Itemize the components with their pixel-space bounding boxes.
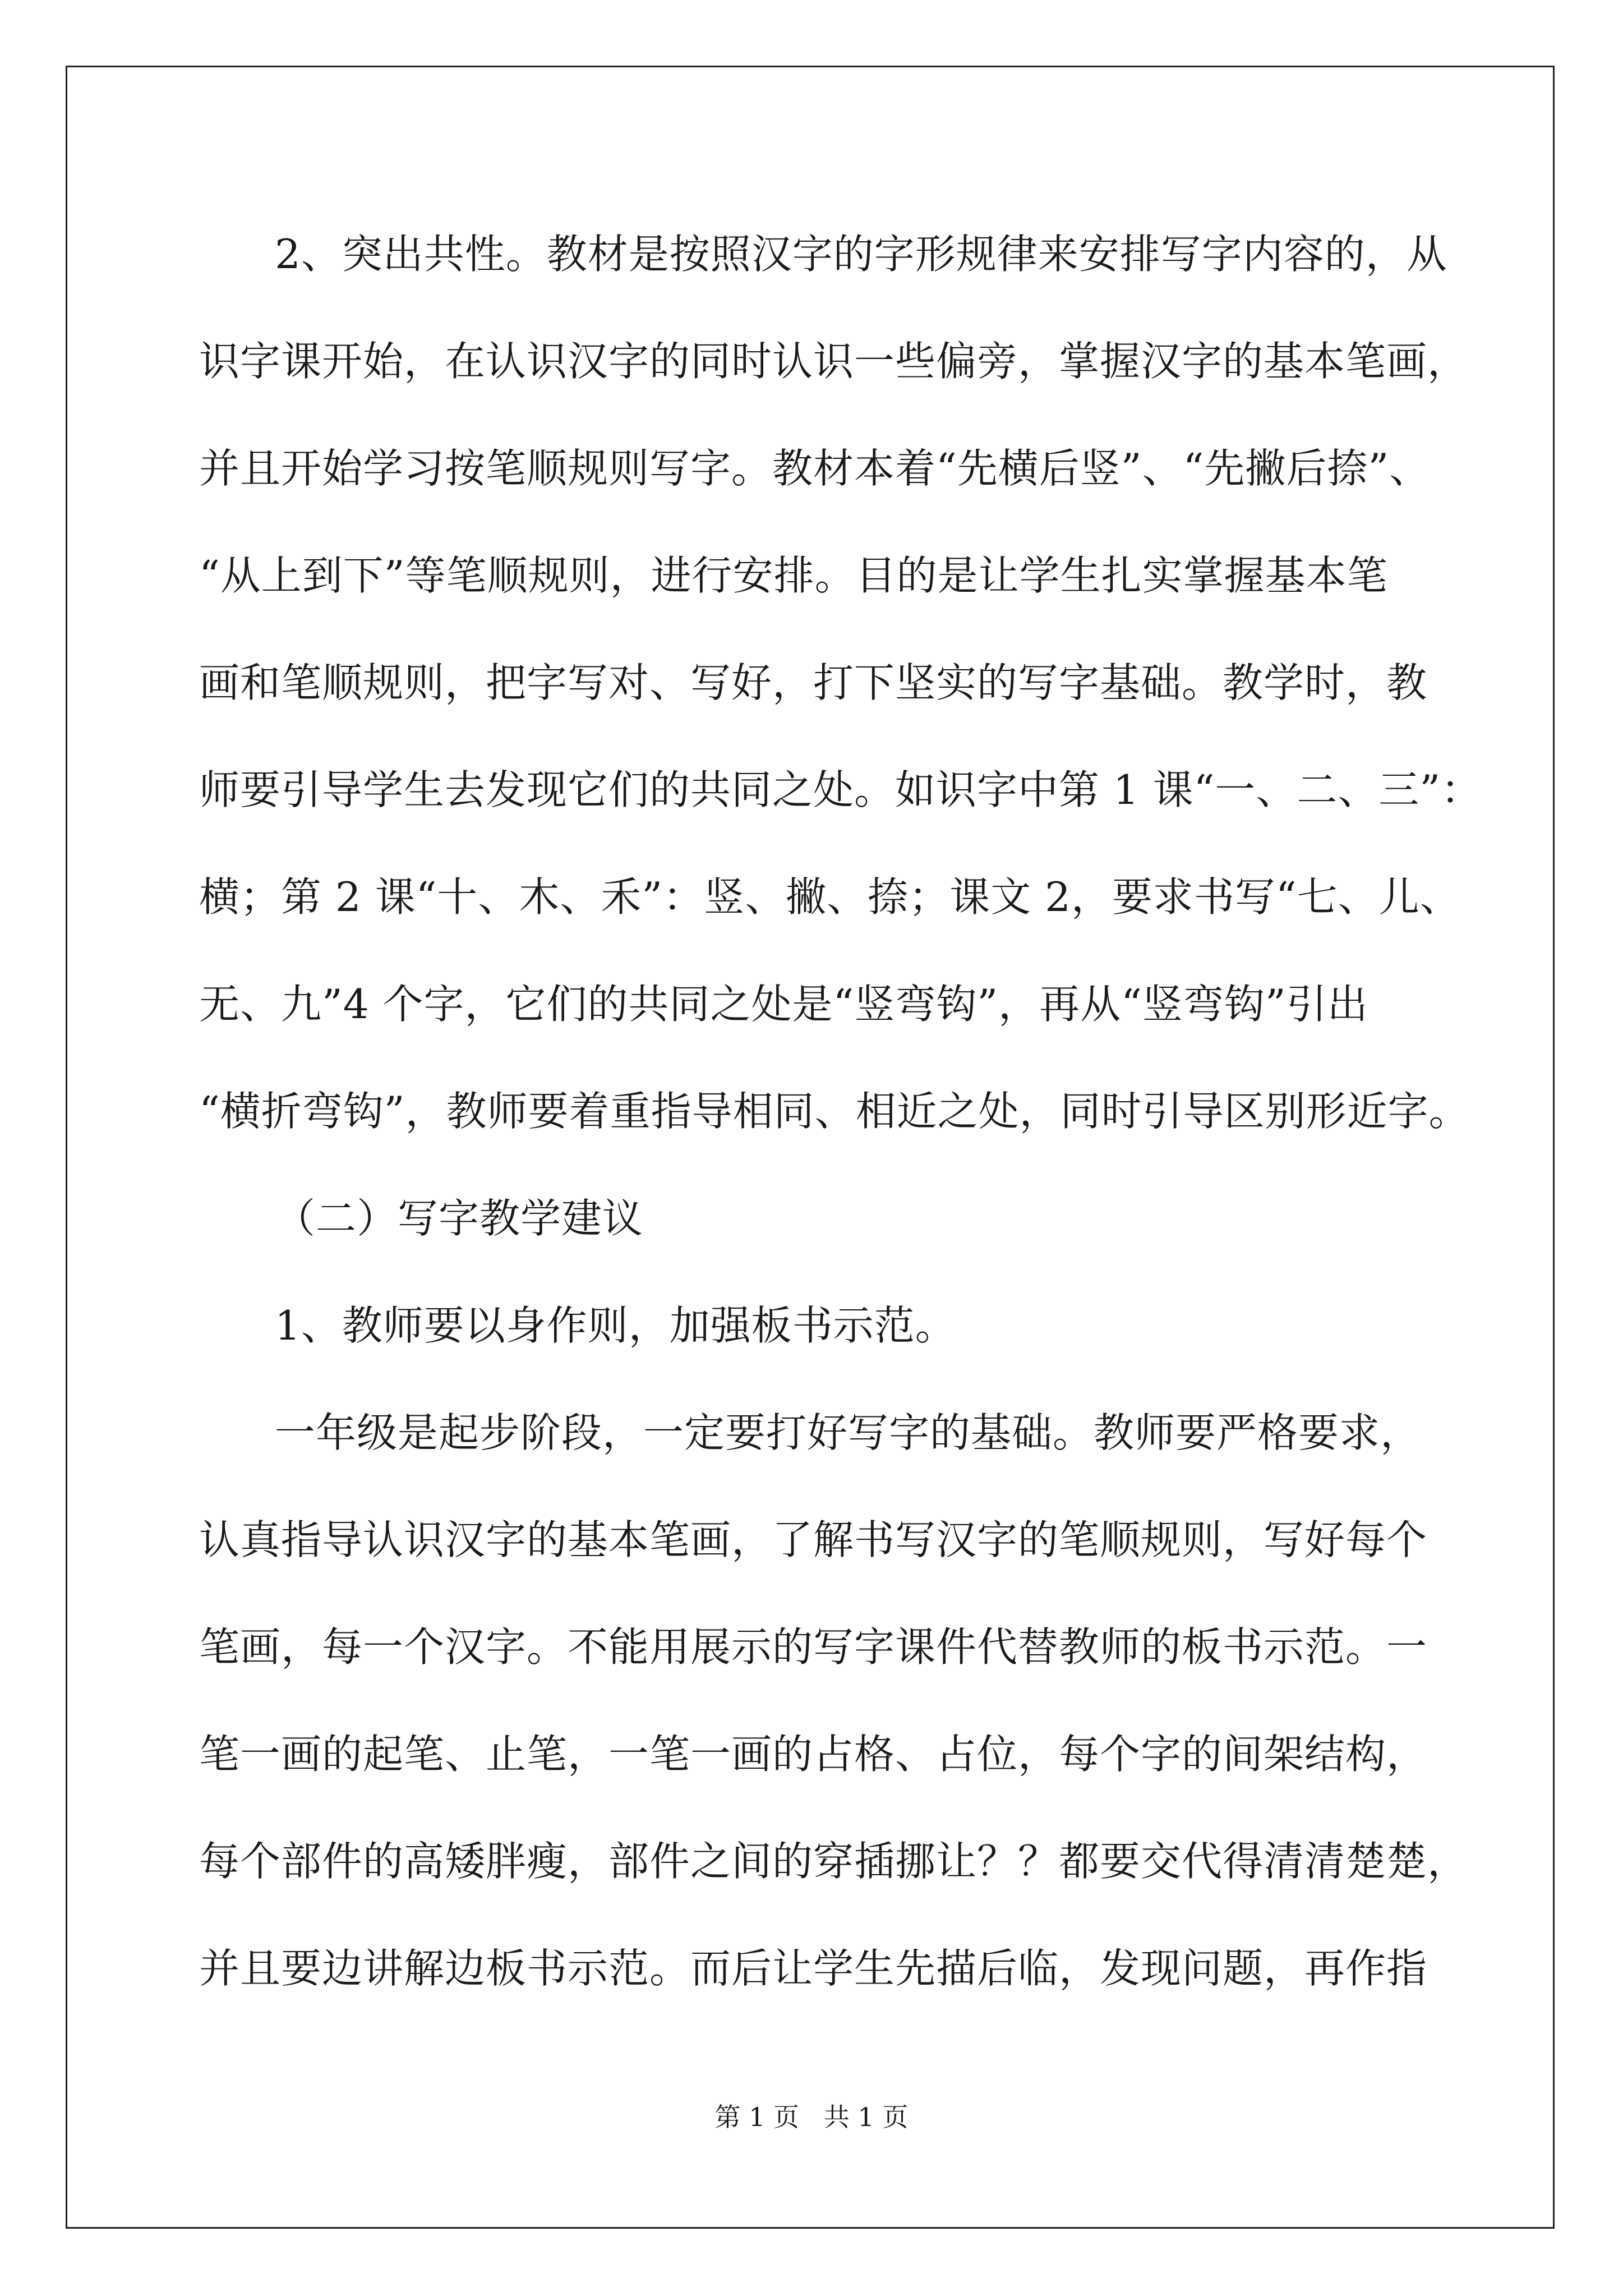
text-line: 画和笔顺规则，把字写对、写好，打下坚实的写字基础。教学时，教 — [199, 659, 1428, 706]
text-line: 认真指导认识汉字的基本笔画，了解书写汉字的笔顺规则，写好每个 — [199, 1516, 1428, 1563]
text-line: 笔画，每一个汉字。不能用展示的写字课件代替教师的板书示范。一 — [199, 1623, 1428, 1671]
text-line: 并且开始学习按笔顺规则写字。教材本着“先横后竖”、“先撇后捺”、 — [199, 445, 1431, 492]
text-line: “横折弯钩”，教师要着重指导相同、相近之处，同时引导区别形近字。 — [199, 1088, 1470, 1135]
text-line: 横；第 2 课“十、木、禾”：竖、撇、捺；课文 2，要求书写“七、儿、 — [199, 873, 1461, 921]
text-line: 无、九”4 个字，它们的共同之处是“竖弯钩”，再从“竖弯钩”引出 — [199, 981, 1368, 1028]
text-line: 笔一画的起笔、止笔，一笔一画的占格、占位，每个字的间架结构， — [199, 1731, 1428, 1778]
page-footer: 第 1 页 共 1 页 — [714, 2102, 909, 2132]
text-line: 2、突出共性。教材是按照汉字的字形规律来安排写字内容的，从 — [275, 231, 1447, 278]
text-line: 识字课开始，在认识汉字的同时认识一些偏旁，掌握汉字的基本笔画， — [199, 338, 1469, 385]
text-line: 每个部件的高矮胖瘦，部件之间的穿插挪让？？都要交代得清清楚楚， — [199, 1838, 1469, 1885]
text-line: 并且要边讲解边板书示范。而后让学生先描后临，发现问题，再作指 — [199, 1945, 1428, 1992]
text-line: “从上到下”等笔顺规则，进行安排。目的是让学生扎实掌握基本笔 — [199, 552, 1388, 599]
section-heading: （二）写字教学建议 — [275, 1195, 644, 1242]
page-border — [66, 66, 1555, 2229]
text-line: 一年级是起步阶段，一定要打好写字的基础。教师要严格要求， — [275, 1409, 1422, 1456]
subheading: 1、教师要以身作则，加强板书示范。 — [275, 1302, 956, 1349]
text-line: 师要引导学生去发现它们的共同之处。如识字中第 1 课“一、二、三”： — [199, 766, 1482, 813]
